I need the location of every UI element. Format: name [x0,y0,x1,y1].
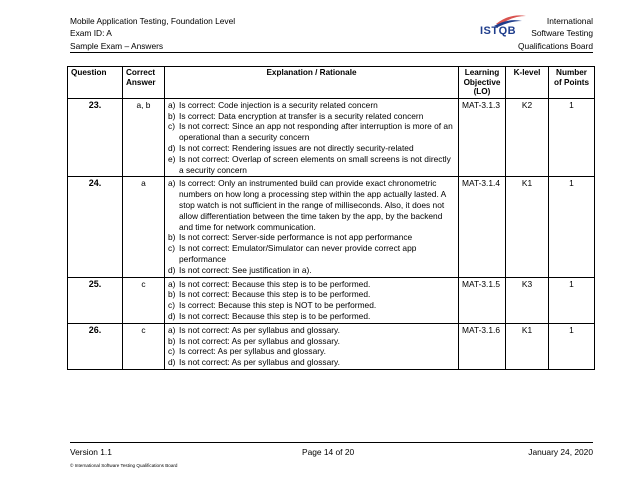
explanation-item: d) Is not correct: Because this step is to be performed. [168,310,371,321]
footer-copyright: © International Software Testing Qualifications Board [70,463,178,468]
correct-answer: c [123,323,165,369]
points: 1 [549,323,595,369]
learning-objective: MAT-3.1.3 [459,98,506,177]
footer-page-number: Page 14 of 20 [302,447,355,457]
table-header-row [68,67,595,99]
k-level: K3 [506,277,549,323]
col-klevel: K-level [506,67,549,99]
explanation-item: e) Is not correct: Overlap of screen elements on small screens is not directly a security concern [168,153,451,175]
explanation-item: b) Is not correct: Server-side performance is not app performance [168,232,413,243]
explanation-cell [165,277,459,323]
question-number: 25. [68,277,123,323]
col-explanation: Explanation / Rationale [165,67,459,99]
exam-id: Exam ID: A [70,28,112,39]
col-answer: Correct Answer [123,67,165,99]
table-row [68,177,595,277]
explanation-cell [165,323,459,369]
points: 1 [549,98,595,177]
header-left [70,15,235,52]
explanation-item: c) Is not correct: Since an app not responding after interruption is more of an operational than a security concern [168,121,453,143]
learning-objective: MAT-3.1.5 [459,277,506,323]
learning-objective: MAT-3.1.4 [459,177,506,277]
explanation-item: c) Is correct: Because this step is NOT to be performed. [168,300,377,311]
explanation-item: d) Is not correct: Rendering issues are not directly security-related [168,142,414,153]
org-line-1: International [546,16,593,26]
explanation-item: a) Is not correct: As per syllabus and glossary. [168,324,340,335]
correct-answer: c [123,277,165,323]
k-level: K2 [506,98,549,177]
explanation-cell [165,177,459,277]
logo-text: ISTQB [480,25,517,37]
explanation-item: b) Is correct: Data encryption at transfer is a security related concern [168,110,424,121]
question-number: 24. [68,177,123,277]
explanation-item: d) Is not correct: See justification in a). [168,264,312,275]
k-level: K1 [506,177,549,277]
table-row [68,277,595,323]
correct-answer: a [123,177,165,277]
footer-date: January 24, 2020 [528,447,593,457]
learning-objective: MAT-3.1.6 [459,323,506,369]
explanation-item: c) Is correct: As per syllabus and glossary. [168,346,326,357]
header-right [518,15,593,52]
doc-subtitle: Sample Exam – Answers [70,40,164,51]
col-question: Question [68,67,123,99]
doc-title: Mobile Application Testing, Foundation Level [70,16,236,26]
footer-divider [70,442,593,443]
explanation-item: b) Is not correct: As per syllabus and glossary. [168,335,340,346]
col-points: Number of Points [549,67,595,99]
points: 1 [549,177,595,277]
points: 1 [549,277,595,323]
header-divider [70,52,593,53]
question-number: 23. [68,98,123,177]
explanation-item: a) Is not correct: Because this step is to be performed. [168,278,371,289]
explanation-cell [165,98,459,177]
explanation-item: a) Is correct: Only an instrumented build can provide exact chronometric numbers on how long a processing step within the app actually lasted. A stop watch is not sufficient in the range of milliseconds. Also, it does not allow differentiation between the time taken by the app, by the backend and time for network communication. [168,178,446,232]
correct-answer: a, b [123,98,165,177]
table-row [68,98,595,177]
org-line-3: Qualifications Board [518,40,593,51]
explanation-item: b) Is not correct: Because this step is to be performed. [168,289,371,300]
k-level: K1 [506,323,549,369]
question-number: 26. [68,323,123,369]
explanation-item: d) Is not correct: As per syllabus and glossary. [168,357,340,368]
footer-version: Version 1.1 [70,447,112,457]
explanation-item: c) Is not correct: Emulator/Simulator can never provide correct app performance [168,243,417,264]
col-lo: Learning Objective (LO) [459,67,506,99]
explanation-item: a) Is correct: Code injection is a security related concern [168,99,378,110]
org-line-2: Software Testing [531,28,593,39]
answers-table [67,66,595,370]
table-row [68,323,595,369]
